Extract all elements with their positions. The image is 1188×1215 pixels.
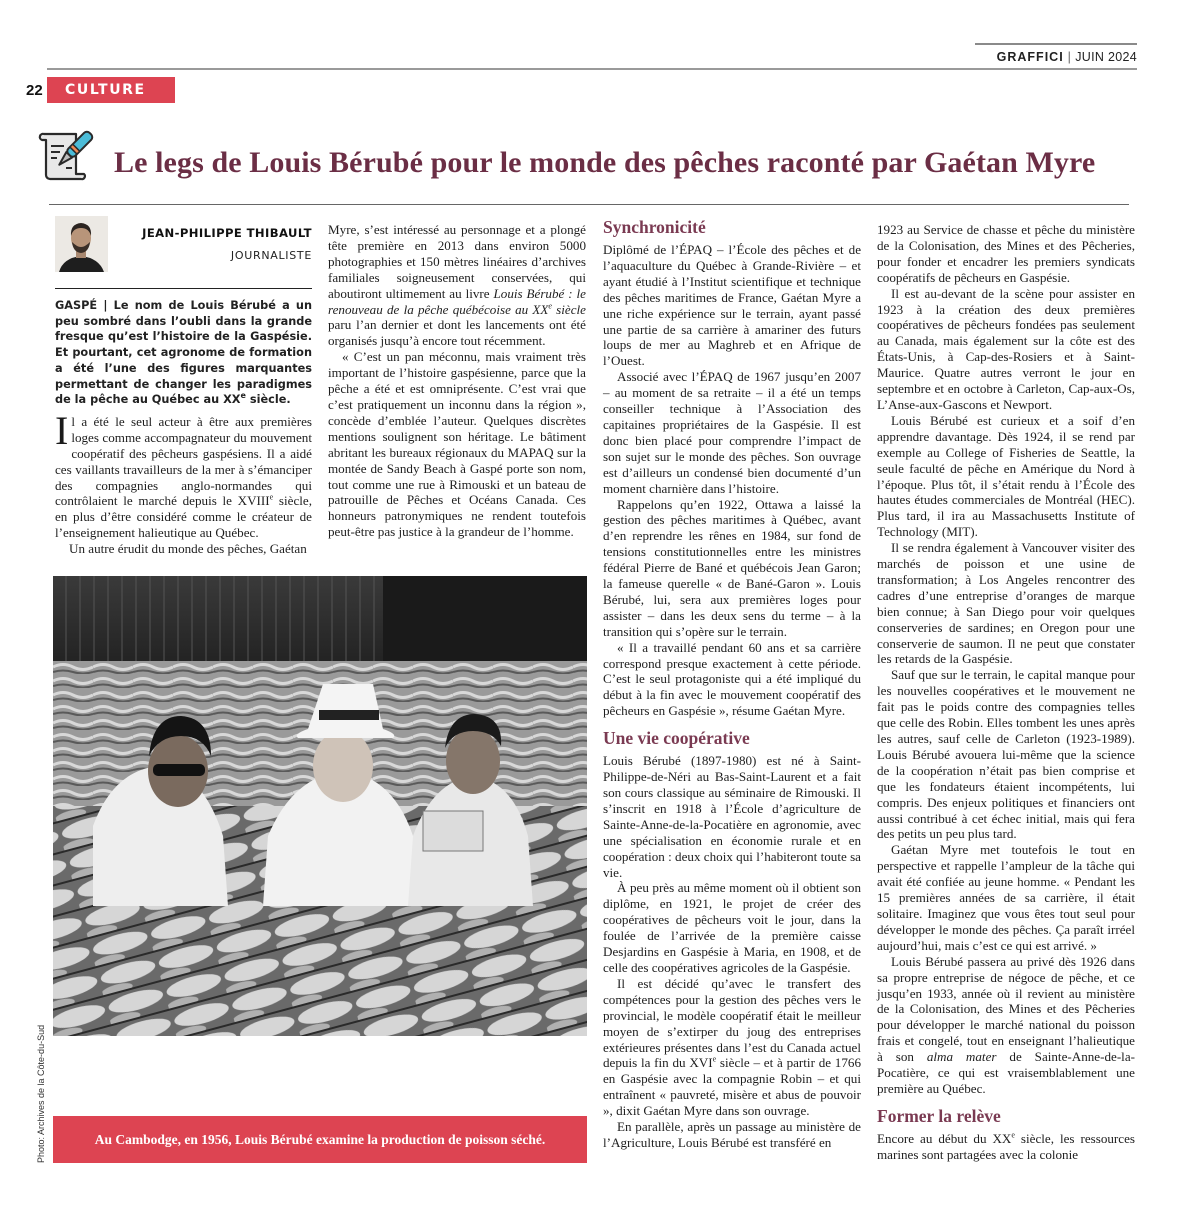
superscript: e (548, 301, 552, 311)
paragraph: Il est au-devant de la scène pour assister en 1923 à la création des deux premières coopératives de pêcheurs fondées pas seulement au Canada, mais également sur la côte est des États-Unis, à Cap-des-Rosiers et à Saint-Maurice. Quatre autres verront le jour en septembre et en octobre à Carleton, Cap-aux-Os, L’Anse-aux-Gascons et Newport. (877, 285, 1135, 412)
paragraph (603, 976, 861, 1119)
lede-sup: e (240, 391, 246, 401)
publication-name: GRAFFICI (996, 50, 1064, 64)
paragraph: Louis Bérubé est curieux et a soif d’en apprendre davantage. Dès 1924, il se rend par exemple au College of Fisheries de Seattle, la seule faculté de pêche en Amérique du Nord à l’époque. Plus tôt, il s’était rendu à l’École des hautes études commerciales de Montréal (HEC). Plus tard, il ira au Massachusetts Institute of Technology (MIT). (877, 412, 1135, 540)
subhead-former-la-releve: Former la relève (877, 1105, 1001, 1126)
section-tag: CULTURE (47, 77, 175, 103)
paragraph-text: Il est décidé qu’avec le transfert des compétences pour la gestion des pêches vers le provincial, le modèle coopératif était le meilleur moyen de s’extirper du joug des entreprises extérieures présentes dans l’est du Canada actuel depuis la fin du XVI (603, 975, 861, 1071)
paragraph: En parallèle, après un passage au ministère de l’Agriculture, Louis Bérubé est transféré en (603, 1119, 861, 1150)
paragraph-text: l a été le seul acteur à être aux premières loges comme accompagnateur du mouvement coopératif des pêcheurs gaspésiens. Il a aidé ces vaillants travailleurs de la mer à s’émanciper des compagnies anglo-normandes qui contrôlaient le marché depuis le XVIII (55, 413, 312, 509)
column-3 (603, 217, 861, 1151)
byline (55, 216, 312, 294)
paragraph-text: siècle, les ressources marines sont partagées avec la colonie (877, 1130, 1136, 1162)
scroll-quill-icon (36, 128, 96, 184)
page-number: 22 (26, 82, 43, 99)
subhead-synchronicite: Synchronicité (603, 217, 706, 237)
article-lede (55, 298, 312, 408)
byline-rule (55, 288, 312, 289)
paragraph-text: siècle, en plus d’être considéré comme le créateur de l’enseignement halieutique au Québec. (55, 493, 312, 541)
paragraph: « Il a travaillé pendant 60 ans et sa carrière correspond presque exactement à cette période. C’est le seul protagoniste qui a été impliqué du début à la fin avec le mouvement coopératif des pêcheurs en Gaspésie », résume Gaétan Myre. (603, 639, 861, 719)
paragraph: Un autre érudit du monde des pêches, Gaétan (69, 541, 307, 557)
paragraph: « C’est un pan méconnu, mais vraiment très important de l’histoire gaspésienne, parce que la pêche a été et est omniprésente. C’est vrai que c’est pratiquement un inconnu dans la région », concède d’emblée l’auteur. Quelques discrètes mentions soulignent son héritage. Le bâtiment abritant les bureaux régionaux du MAPAQ sur la montée de Sandy Beach à Gaspé porte son nom, tout comme une rue à Rimouski et un bateau de patrouille de Pêches et Océans Canada. Ces honneurs patronymiques ne rendent toutefois peut-être pas justice à la grandeur de l’homme. (328, 349, 586, 540)
paragraph: Associé avec l’ÉPAQ de 1967 jusqu’en 2007 – au moment de sa retraite – il a été un temps conseiller technique à l’Association des capitaines propriétaires de la Gaspésie. Il est donc bien placé pour comprendre l’impact de son sujet sur le monde des pêches. Son ouvrage est d’ailleurs un condensé bien documenté d’un moment charnière dans l’histoire. (603, 369, 861, 496)
paragraph (55, 407, 312, 541)
author-avatar (55, 216, 108, 272)
superscript: e (712, 1055, 717, 1065)
paragraph (877, 1131, 1135, 1163)
paragraph: Gaétan Myre met toutefois le tout en perspective et rappelle l’ampleur de la tâche qui avait été confiée au jeune homme. « Pendant les 15 premières années de sa carrière, il était solitaire. Imaginez que vous êtes tout seul pour développer le monde des pêches. Ça paraît irréel aujourd’hui, mais c’est ce qui est arrivé. » (877, 842, 1135, 953)
photo-caption: Au Cambodge, en 1956, Louis Bérubé examine la production de poisson séché. (53, 1116, 587, 1163)
drop-cap: I (55, 407, 69, 453)
paragraph: Louis Bérubé (1897-1980) est né à Saint-Philippe-de-Néri au Bas-Saint-Laurent et a fait son cours classique au séminaire de Rimouski. Il s’inscrit en 1918 à l’École d’agriculture de Sainte-Anne-de-la-Pocatière en agronomie, avec une spécialisation en économie rurale et en coopération : deux choix qui l’habiteront toute sa vie. (603, 753, 861, 880)
lede-text: Le nom de Louis Bérubé a un peu sombré dans l’oubli dans la grande fresque qu’est l’histoire de la Gaspésie. Et pourtant, cet agronome de formation a été l’une des figures marquantes permettant de changer les paradigmes de la pêche au Québec au XX (55, 299, 312, 407)
column-4 (877, 222, 1135, 1163)
paragraph-text: siècle – et à partir de 1766 en Gaspésie avec la compagnie Robin – et qui entraînent « pauvreté, misère et abus de pouvoir », dixit Gaétan Myre dans son ouvrage. (603, 1055, 861, 1119)
paragraph: Diplômé de l’ÉPAQ – l’École des pêches et de l’aquaculture du Québec à Grande-Rivière – et ayant étudié à l’Institut scientifique et technique des pêches maritimes de France, Gaétan Myre a une riche expérience sur le terrain, ayant passé une partie de sa carrière à amariner des futurs loups de mer au Maghreb et en Afrique de l’Ouest. (603, 242, 861, 369)
paragraph: Rappelons qu’en 1922, Ottawa a laissé la gestion des pêches maritimes à Québec, avant d’en reprendre les rênes en 1984, sur fond de tensions constitutionnelles entre les ministres fédéral Pierre de Bané et québécois Jean Garon; la fameuse querelle « de Bané-Garon ». Louis Bérubé, lui, sera aux premières loges pour assister – dans les deux sens du terme – à la transition qui s’opère sur le terrain. (603, 496, 861, 639)
author-name: JEAN-PHILIPPE THIBAULT (142, 226, 312, 240)
paragraph-text: de Sainte-Anne-de-la-Pocatière, ce qui est vraisemblablement une première au Québec. (877, 1049, 1135, 1096)
masthead-separator: | (1067, 50, 1072, 64)
book-title-text: Louis Bérubé : le renouveau de la pêche québécoise au XX (328, 285, 586, 317)
book-title-text: siècle (551, 301, 586, 317)
title-rule (49, 204, 1129, 205)
column-2 (328, 222, 586, 540)
subhead-vie-cooperative: Une vie coopérative (603, 728, 750, 749)
dateline: GASPÉ | (55, 299, 108, 312)
paragraph: 1923 au Service de chasse et pêche du ministère de la Colonisation, des Mines et des Pêcheries, pour fonder et encadrer les premiers syndicats coopératifs de pêcheurs en Gaspésie. (877, 222, 1135, 285)
superscript: e (1011, 1130, 1015, 1140)
header-rule (47, 68, 1137, 70)
paragraph-text: Encore au début du XX (877, 1130, 1012, 1146)
masthead (975, 50, 1137, 64)
paragraph: Il se rendra également à Vancouver visiter des marchés de poisson et une usine de transformation; à Los Angeles rencontrer des cadres d’une entreprise d’oranges de marque bien connue; à San Diego pour voir quelques conserveries de sardines; en Oregon pour une conserverie de saumon. Il ne peut que constater les retards de la Gaspésie. (877, 540, 1135, 667)
paragraph: Sauf que sur le terrain, le capital manque pour les nouvelles coopératives et le mouvement ne fait pas le poids contre des compagnies telles que celle des Robin. Elles tombent les unes après les autres, sauf celle de Carleton (1923-1989). Louis Bérubé avouera lui-même que la science de la coopération n’était pas bien comprise et que les fondateurs étaient incompétents, lui compris. Des enjeux politiques et financiers ont aussi contribué à cet échec initial, mais qui fera des petits un peu plus tard. (877, 667, 1135, 842)
article-photo (53, 576, 587, 1036)
issue-date: JUIN 2024 (1075, 50, 1137, 64)
author-role: JOURNALISTE (230, 249, 312, 262)
paragraph (877, 954, 1135, 1097)
paragraph-text: Louis Bérubé passera au privé dès 1926 dans sa propre entreprise de négoce de pêche, et ce jusqu’en 1933, année où il revient au ministère de la Colonisation, des Mines et des Pêcheries pour développer le marché national du poisson frais et congelé, tout en enseignant l’halieutique à son (877, 953, 1135, 1065)
paragraph-text: Myre, s’est intéressé au personnage et a plongé tête première en 2013 dans environ 5000 photographies et 150 mètres linéaires d’archives familiales soigneusement conservées, qui aboutiront ultimement au livre (328, 222, 586, 301)
paragraph-text: paru l’an dernier et dont les lancements ont été organisés jusqu’à encore tout récemment. (328, 317, 586, 349)
article-headline: Le legs de Louis Bérubé pour le monde des pêches raconté par Gaétan Myre (114, 146, 1096, 179)
superscript: e (269, 493, 274, 503)
paragraph (328, 222, 586, 349)
emphasis: alma mater (926, 1049, 997, 1065)
lede-text-end: siècle. (245, 393, 291, 407)
column-1 (55, 216, 312, 557)
photo-credit: Photo: Archives de la Côte-du-Sud (36, 1024, 46, 1163)
masthead-rule (975, 43, 1137, 45)
paragraph: À peu près au même moment où il obtient son diplôme, en 1921, le projet de créer des coopératives de pêcheurs voit le jour, dans la foulée de l’arrivée de la première caisse Desjardins en Gaspésie à Maria, en 1908, et de celle des coopératives agricoles de la Gaspésie. (603, 880, 861, 975)
